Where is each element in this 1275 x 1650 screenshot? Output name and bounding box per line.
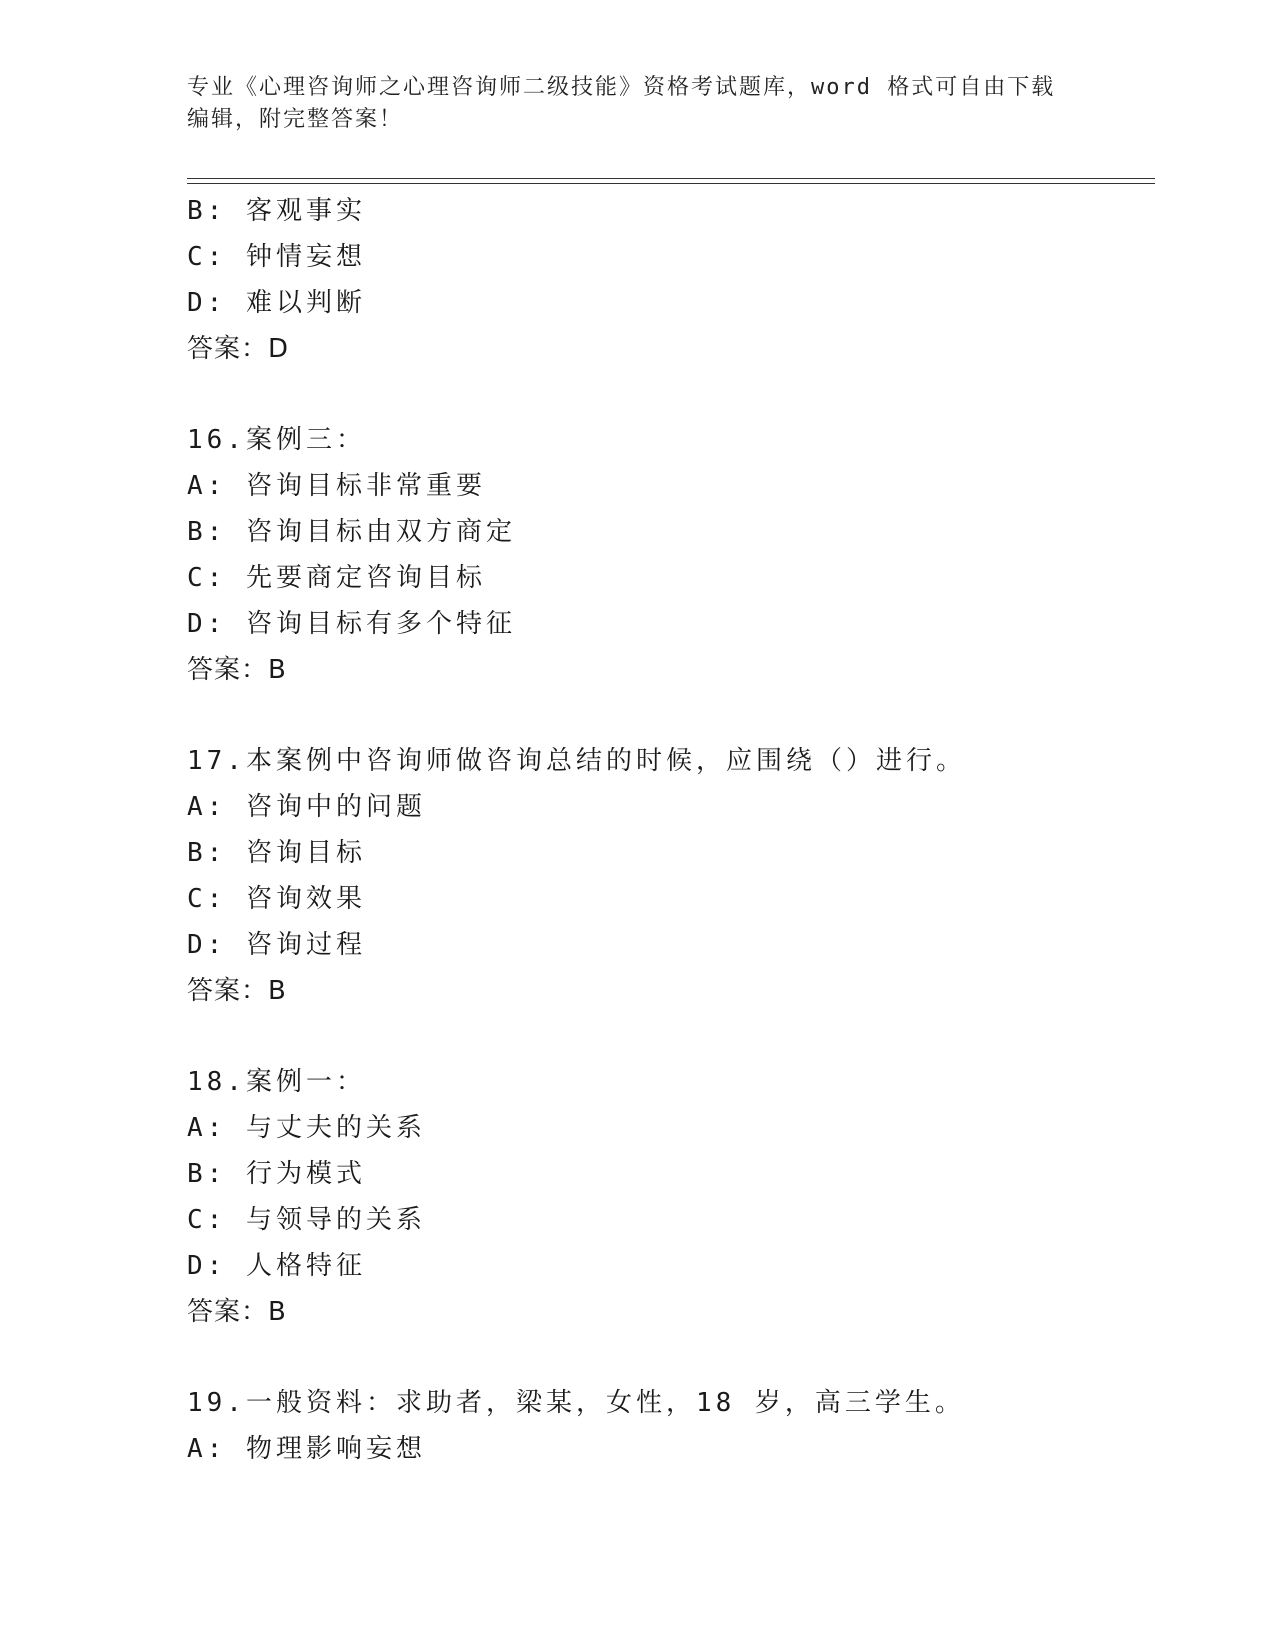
- header-divider-top: [187, 178, 1155, 179]
- option-c: C: 与领导的关系: [187, 1205, 426, 1235]
- question-block-17: [187, 738, 1147, 1014]
- option-a: A: 与丈夫的关系: [187, 1113, 426, 1143]
- option-b: B: 咨询目标: [187, 838, 366, 868]
- document-header: [187, 72, 1067, 136]
- option-b: B: 行为模式: [187, 1159, 366, 1189]
- question-title: 18.案例一：: [187, 1067, 366, 1097]
- option-a: A: 咨询目标非常重要: [187, 471, 486, 501]
- question-block-16: [187, 417, 1147, 693]
- option-b: B: 咨询目标由双方商定: [187, 517, 516, 547]
- question-list: [187, 188, 1147, 1517]
- option-c: C: 先要商定咨询目标: [187, 563, 486, 593]
- answer: 答案：B: [187, 1297, 287, 1327]
- option-d: D: 咨询过程: [187, 930, 366, 960]
- header-line-2: 编辑，附完整答案！: [187, 107, 404, 132]
- option-a: A: 咨询中的问题: [187, 792, 426, 822]
- question-block-18: [187, 1059, 1147, 1335]
- option-a: A: 物理影响妄想: [187, 1434, 426, 1464]
- question-block-19: [187, 1380, 1147, 1472]
- answer: 答案：B: [187, 655, 287, 685]
- question-title: 17.本案例中咨询师做咨询总结的时候，应围绕（）进行。: [187, 746, 966, 776]
- option-c: C: 咨询效果: [187, 884, 366, 914]
- answer: 答案：B: [187, 976, 287, 1006]
- question-title: 16.案例三：: [187, 425, 366, 455]
- question-block-15: [187, 188, 1147, 372]
- option-b: B: 客观事实: [187, 196, 366, 226]
- option-d: D: 咨询目标有多个特征: [187, 609, 516, 639]
- option-c: C: 钟情妄想: [187, 242, 366, 272]
- option-d: D: 难以判断: [187, 288, 366, 318]
- answer: 答案：D: [187, 334, 290, 364]
- option-d: D: 人格特征: [187, 1251, 366, 1281]
- header-divider-bottom: [187, 183, 1155, 184]
- header-line-1: 专业《心理咨询师之心理咨询师二级技能》资格考试题库，word 格式可自由下载: [187, 75, 1056, 100]
- question-title: 19.一般资料：求助者，梁某，女性，18 岁，高三学生。: [187, 1388, 965, 1418]
